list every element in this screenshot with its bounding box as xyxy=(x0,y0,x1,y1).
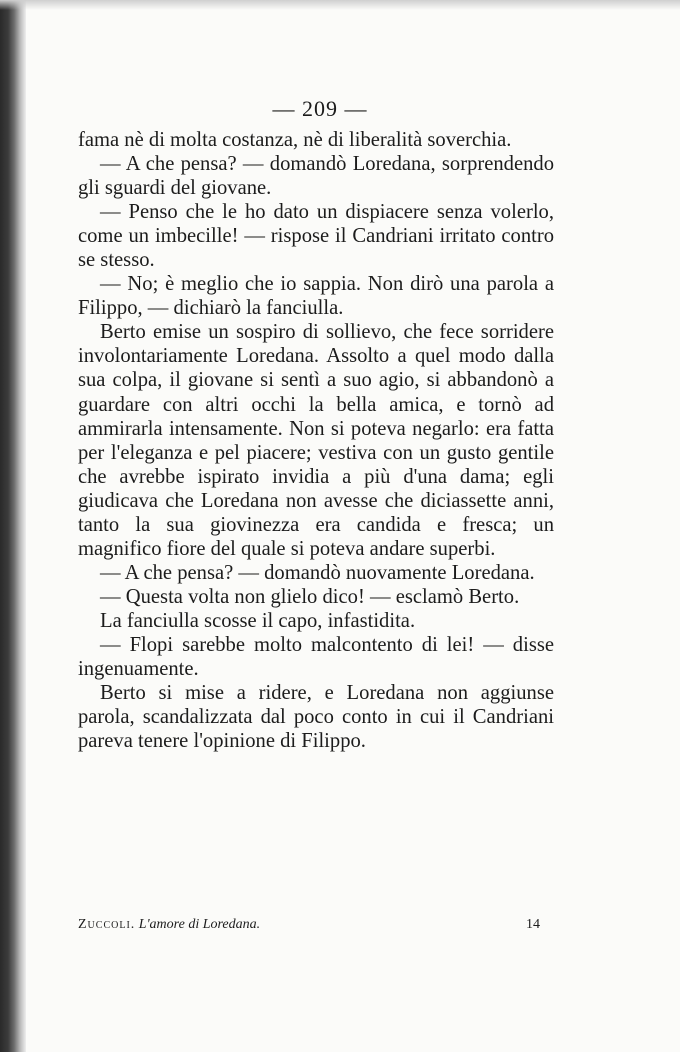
footer-work: L'amore di Loredana. xyxy=(138,917,261,932)
binding-shadow xyxy=(0,0,26,1052)
paragraph: — No; è meglio che io sappia. Non dirò una parola a Filippo, — dichiarò la fanciulla. xyxy=(78,273,554,320)
paragraph: La fanciulla scosse il capo, infastidita. xyxy=(100,609,416,632)
paragraph: — Questa volta non glielo dico! — esclamò Berto. xyxy=(100,585,520,608)
signature-mark: 14 xyxy=(526,917,540,932)
paragraph: — Penso che le ho dato un dispiacere senza volerlo, come un imbecille! — rispose il Candriani irritato contro se stesso. xyxy=(78,201,554,272)
page-number: — 209 — xyxy=(272,96,368,121)
footer-title xyxy=(78,917,260,933)
paragraph: Berto si mise a ridere, e Loredana non aggiunse parola, scandalizzata dal poco conto in cui il Candriani pareva tenere l'opinione di Filippo. xyxy=(78,682,554,753)
paragraph: fama nè di molta costanza, nè di liberalità soverchia. xyxy=(78,129,512,151)
footer-author: Zuccoli. xyxy=(78,917,136,932)
page-top-edge xyxy=(0,0,680,10)
paragraph: — A che pensa? — domandò nuovamente Loredana. xyxy=(100,561,535,584)
paragraph: — Flopi sarebbe molto malcontento di lei! — disse ingenuamente. xyxy=(78,633,554,681)
page-footer xyxy=(78,917,554,933)
paragraph: Berto emise un sospiro di sollievo, che fece sorridere involontariamente Loredana. Assolto a quel modo dalla sua colpa, il giovane si sentì a suo agio, si abbandonò a guardare con altri occhi la bella amica, e tornò ad ammirarla intensamente. Non si poteva negarlo: era fatta per l'eleganza e pel piacere; vestiva con un gusto gentile che avrebbe ispirato invidia a più d'una dama; egli giudicava che Loredana non avesse che diciassette anni, tanto la sua giovinezza era candida e fresca; un magnifico fiore del quale si poteva andare superbi. xyxy=(78,321,554,560)
paragraph: — A che pensa? — domandò Loredana, sorprendendo gli sguardi del giovane. xyxy=(78,153,554,200)
body-text xyxy=(78,128,554,753)
